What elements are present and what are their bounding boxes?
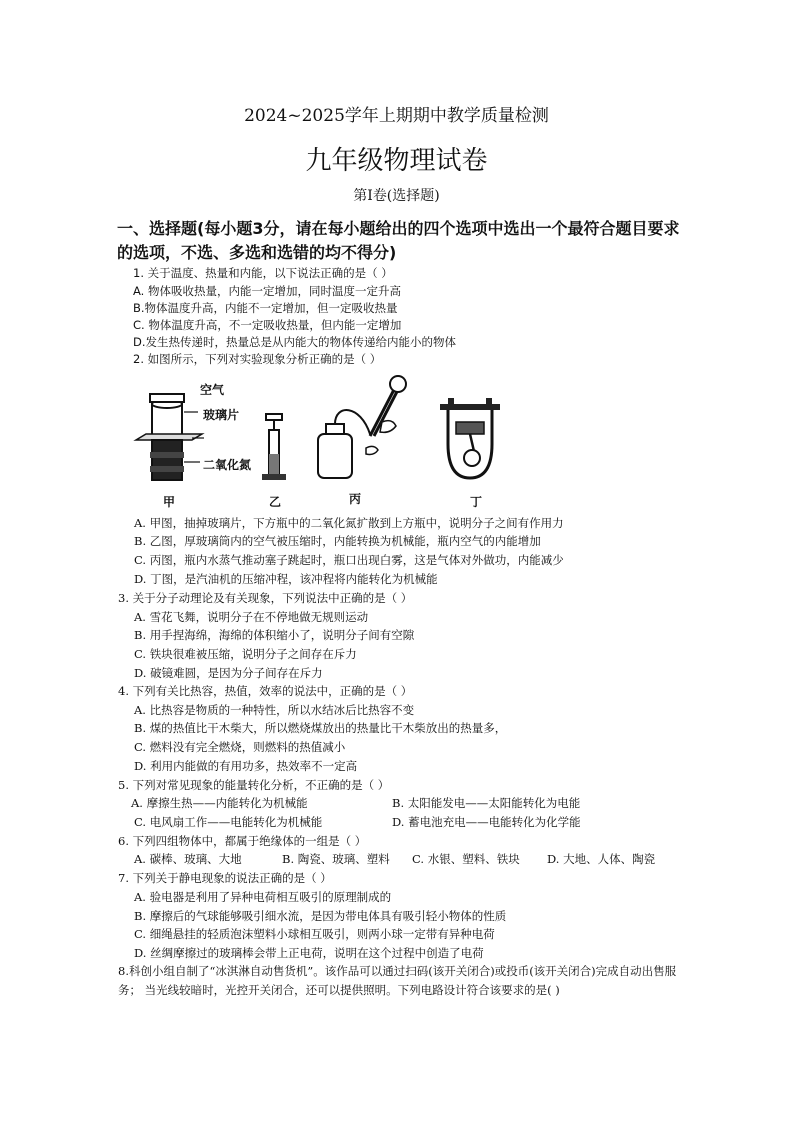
q6-option-b: B. 陶瓷、玻璃、塑料: [282, 852, 390, 866]
q4-option-a: A. 比热容是物质的一种特性，所以水结冰后比热容不变: [134, 703, 415, 717]
section-heading: 一、选择题(每小题3分，请在每小题给出的四个选项中选出一个最符合题目要求的选项，不选、多选和选错的均不得分): [117, 219, 680, 262]
volume-title: 第Ⅰ卷(选择题): [353, 188, 440, 204]
figure-ding-engine-cylinder: [440, 398, 500, 478]
q1-option-d: D.发生热传递时，热量总是从内能大的物体传递给内能小的物体: [133, 335, 457, 349]
q4-option-b: B. 煤的热值比干木柴大，所以燃烧煤放出的热量比干木柴放出的热量多，: [134, 721, 507, 735]
q4-stem: 4. 下列有关比热容，热值，效率的说法中，正确的是（ ）: [118, 684, 413, 698]
q7-option-c: C. 细绳悬挂的轻质泡沫塑料小球相互吸引，则两小球一定带有异种电荷: [134, 927, 495, 941]
q1-stem: 1. 关于温度、热量和内能，以下说法正确的是（ ）: [133, 266, 393, 280]
q3-option-d: D. 破镜难圆，是因为分子间存在斥力: [134, 666, 323, 680]
figure-label-air: 空气: [200, 383, 225, 397]
exam-title: 2024~2025学年上期期中教学质量检测: [244, 106, 549, 126]
subject-title: 九年级物理试卷: [305, 146, 488, 176]
figure-label-yi: 乙: [269, 495, 282, 509]
q7-option-d: D. 丝绸摩擦过的玻璃棒会带上正电荷，说明在这个过程中创造了电荷: [134, 946, 484, 960]
figure-label-jia: 甲: [163, 495, 176, 509]
figure-jia-diffusion-apparatus: [136, 394, 204, 480]
q7-option-a: A. 验电器是利用了异种电荷相互吸引的原理制成的: [134, 890, 392, 904]
figure-label-bing: 丙: [349, 492, 362, 506]
q3-option-b: B. 用手捏海绵，海绵的体积缩小了，说明分子间有空隙: [134, 628, 415, 642]
q6-option-c: C. 水银、塑料、铁块: [412, 852, 520, 866]
q4-option-c: C. 燃料没有完全燃烧，则燃料的热值减小: [134, 740, 346, 754]
q5-option-d: D. 蓄电池充电——电能转化为化学能: [392, 815, 581, 829]
q2-option-d: D. 丁图，是汽油机的压缩冲程，该冲程将内能转化为机械能: [134, 572, 438, 586]
figure-yi-compression-tube: [262, 414, 286, 480]
q5-stem: 5. 下列对常见现象的能量转化分析，不正确的是（ ）: [118, 778, 390, 792]
q6-option-d: D. 大地、人体、陶瓷: [547, 852, 656, 866]
q3-stem: 3. 关于分子动理论及有关现象，下列说法中正确的是（ ）: [118, 591, 413, 605]
q4-option-d: D. 利用内能做的有用功多，热效率不一定高: [134, 759, 358, 773]
figure-label-ding: 丁: [470, 495, 483, 509]
q1-option-b: B.物体温度升高，内能不一定增加，但一定吸收热量: [133, 301, 398, 315]
q3-option-a: A. 雪花飞舞，说明分子在不停地做无规则运动: [134, 610, 369, 624]
q3-option-c: C. 铁块很难被压缩，说明分子之间存在斥力: [134, 647, 357, 661]
q8-stem: 8.科创小组自制了“冰淇淋自动售货机”。该作品可以通过扫码(该开关闭合)或投币(该开关闭合)完成自动出售服务； 当光线较暗时，光控开关闭合，还可以提供照明。下列电路设计符合该要求的是( ): [118, 964, 677, 997]
q2-option-b: B. 乙图，厚玻璃筒内的空气被压缩时，内能转换为机械能，瓶内空气的内能增加: [134, 534, 541, 548]
q5-option-c: C. 电风扇工作——电能转化为机械能: [134, 815, 323, 829]
q7-option-b: B. 摩擦后的气球能够吸引细水流，是因为带电体具有吸引轻小物体的性质: [134, 909, 507, 923]
figure-label-glass-sheet: 玻璃片: [203, 408, 240, 422]
q6-stem: 6. 下列四组物体中，都属于绝缘体的一组是（ ）: [118, 834, 367, 848]
q2-option-c: C. 丙图，瓶内水蒸气推动塞子跳起时，瓶口出现白雾，这是气体对外做功，内能减少: [134, 553, 564, 567]
q2-stem: 2. 如图所示，下列对实验现象分析正确的是（ ）: [133, 352, 382, 366]
q7-stem: 7. 下列关于静电现象的说法正确的是（ ）: [118, 871, 332, 885]
q6-option-a: A. 碳棒、玻璃、大地: [134, 852, 242, 866]
q5-option-b: B. 太阳能发电——太阳能转化为电能: [392, 796, 581, 810]
q1-option-a: A. 物体吸收热量，内能一定增加，同时温度一定升高: [133, 284, 401, 298]
q2-option-a: A. 甲图，抽掉玻璃片，下方瓶中的二氧化氮扩散到上方瓶中，说明分子之间有作用力: [134, 516, 564, 530]
figure-label-no2: 二氧化氮: [203, 458, 252, 472]
figure-bing-bottle-pump: [318, 376, 406, 478]
q1-option-c: C. 物体温度升高，不一定吸收热量，但内能一定增加: [133, 318, 402, 332]
q5-option-a: A. 摩擦生热——内能转化为机械能: [131, 796, 308, 810]
